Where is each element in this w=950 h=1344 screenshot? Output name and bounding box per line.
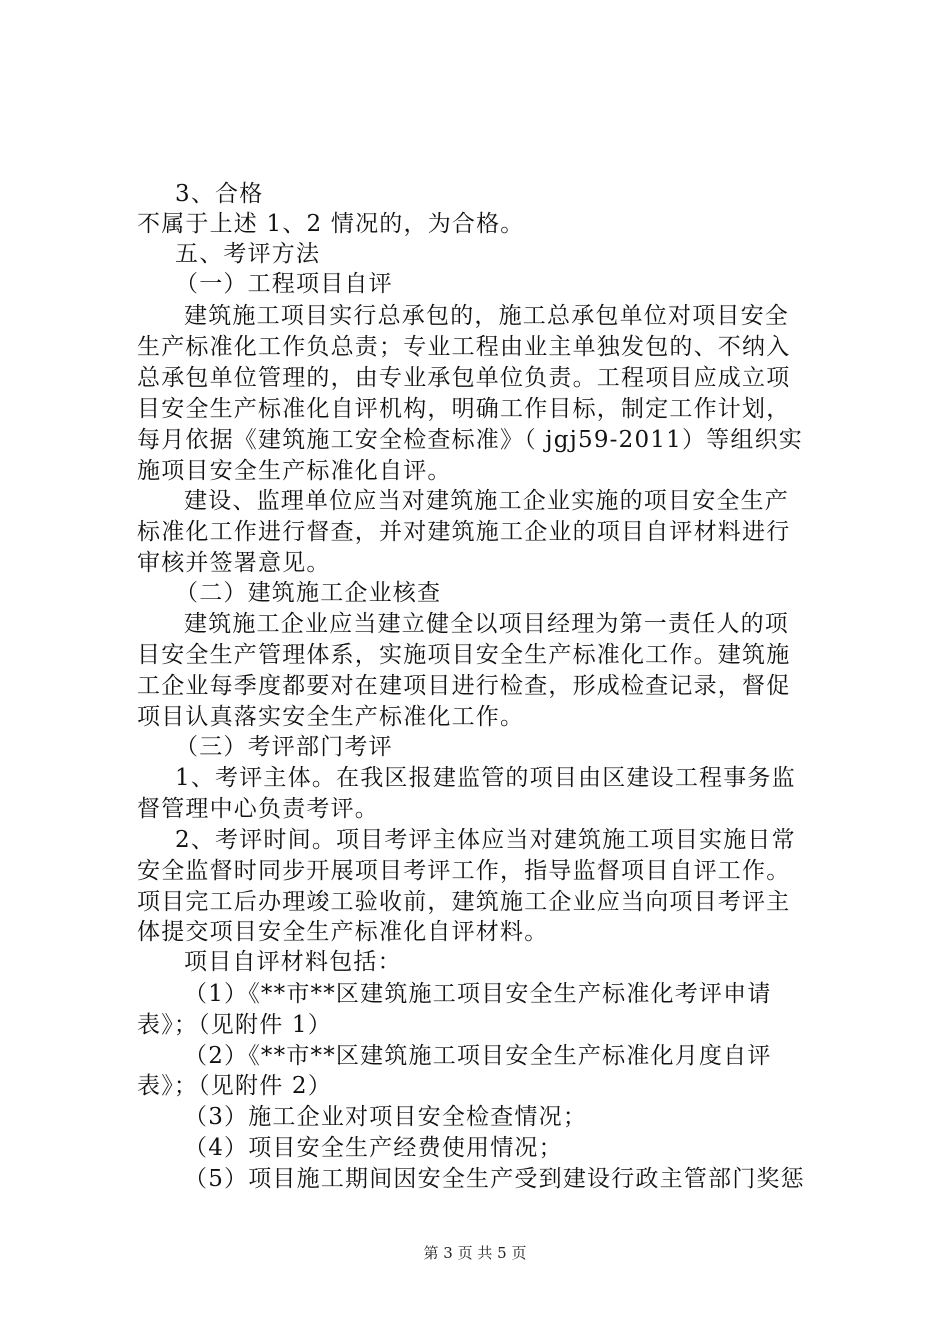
text-line: 安全监督时同步开展项目考评工作，指导监督项目自评工作。 <box>137 858 791 884</box>
text-line: 项目自评材料包括： <box>184 949 402 975</box>
list-item: （4）项目安全生产经费使用情况； <box>184 1135 563 1161</box>
text-line: 建筑施工项目实行总承包的，施工总承包单位对项目安全 <box>184 303 789 329</box>
text-line: 生产标准化工作负总责；专业工程由业主单独发包的、不纳入 <box>137 334 791 360</box>
list-item: （1）《**市**区建筑施工项目安全生产标准化考评申请 <box>184 981 772 1007</box>
text-line: 3、合格 <box>175 181 264 207</box>
text-line: 1、考评主体。在我区报建监管的项目由区建设工程事务监 <box>175 765 796 791</box>
text-line: 体提交项目安全生产标准化自评材料。 <box>137 919 549 945</box>
list-item: （2）《**市**区建筑施工项目安全生产标准化月度自评 <box>184 1043 772 1069</box>
text-line: 项目完工后办理竣工验收前，建筑施工企业应当向项目考评主 <box>137 889 791 915</box>
text-line: 目安全生产标准化自评机构，明确工作目标，制定工作计划， <box>137 396 791 422</box>
section-heading: 五、考评方法 <box>175 241 321 267</box>
text-line: 建筑施工企业应当建立健全以项目经理为第一责任人的项 <box>184 611 789 637</box>
text-line: 2、考评时间。项目考评主体应当对建筑施工项目实施日常 <box>175 827 796 853</box>
text-line: 总承包单位管理的，由专业承包单位负责。工程项目应成立项 <box>137 365 791 391</box>
text-line: 建设、监理单位应当对建筑施工企业实施的项目安全生产 <box>184 488 789 514</box>
subsection-heading: （三）考评部门考评 <box>175 734 393 760</box>
text-line: 项目认真落实安全生产标准化工作。 <box>137 704 525 730</box>
text-line: 施项目安全生产标准化自评。 <box>137 458 452 484</box>
text-line: 审核并签署意见。 <box>137 550 331 576</box>
text-line: 标准化工作进行督查，并对建筑施工企业的项目自评材料进行 <box>137 519 791 545</box>
list-item: （5）项目施工期间因安全生产受到建设行政主管部门奖惩 <box>184 1166 805 1192</box>
list-item-continuation: 表》；（见附件 1） <box>137 1012 332 1038</box>
subsection-heading: （二）建筑施工企业核查 <box>175 580 442 606</box>
text-line: 不属于上述 1、2 情况的，为合格。 <box>137 211 525 237</box>
text-line: 每月依据《建筑施工安全检查标准》（ jgj59-2011）等组织实 <box>137 427 803 453</box>
text-line: 目安全生产管理体系，实施项目安全生产标准化工作。建筑施 <box>137 642 791 668</box>
page-footer: 第 3 页 共 5 页 <box>423 1244 527 1262</box>
list-item: （3）施工企业对项目安全检查情况； <box>184 1104 588 1130</box>
text-line: 督管理中心负责考评。 <box>137 796 379 822</box>
text-line: 工企业每季度都要对在建项目进行检查，形成检查记录，督促 <box>137 673 791 699</box>
subsection-heading: （一）工程项目自评 <box>175 271 393 297</box>
list-item-continuation: 表》；（见附件 2） <box>137 1073 332 1099</box>
